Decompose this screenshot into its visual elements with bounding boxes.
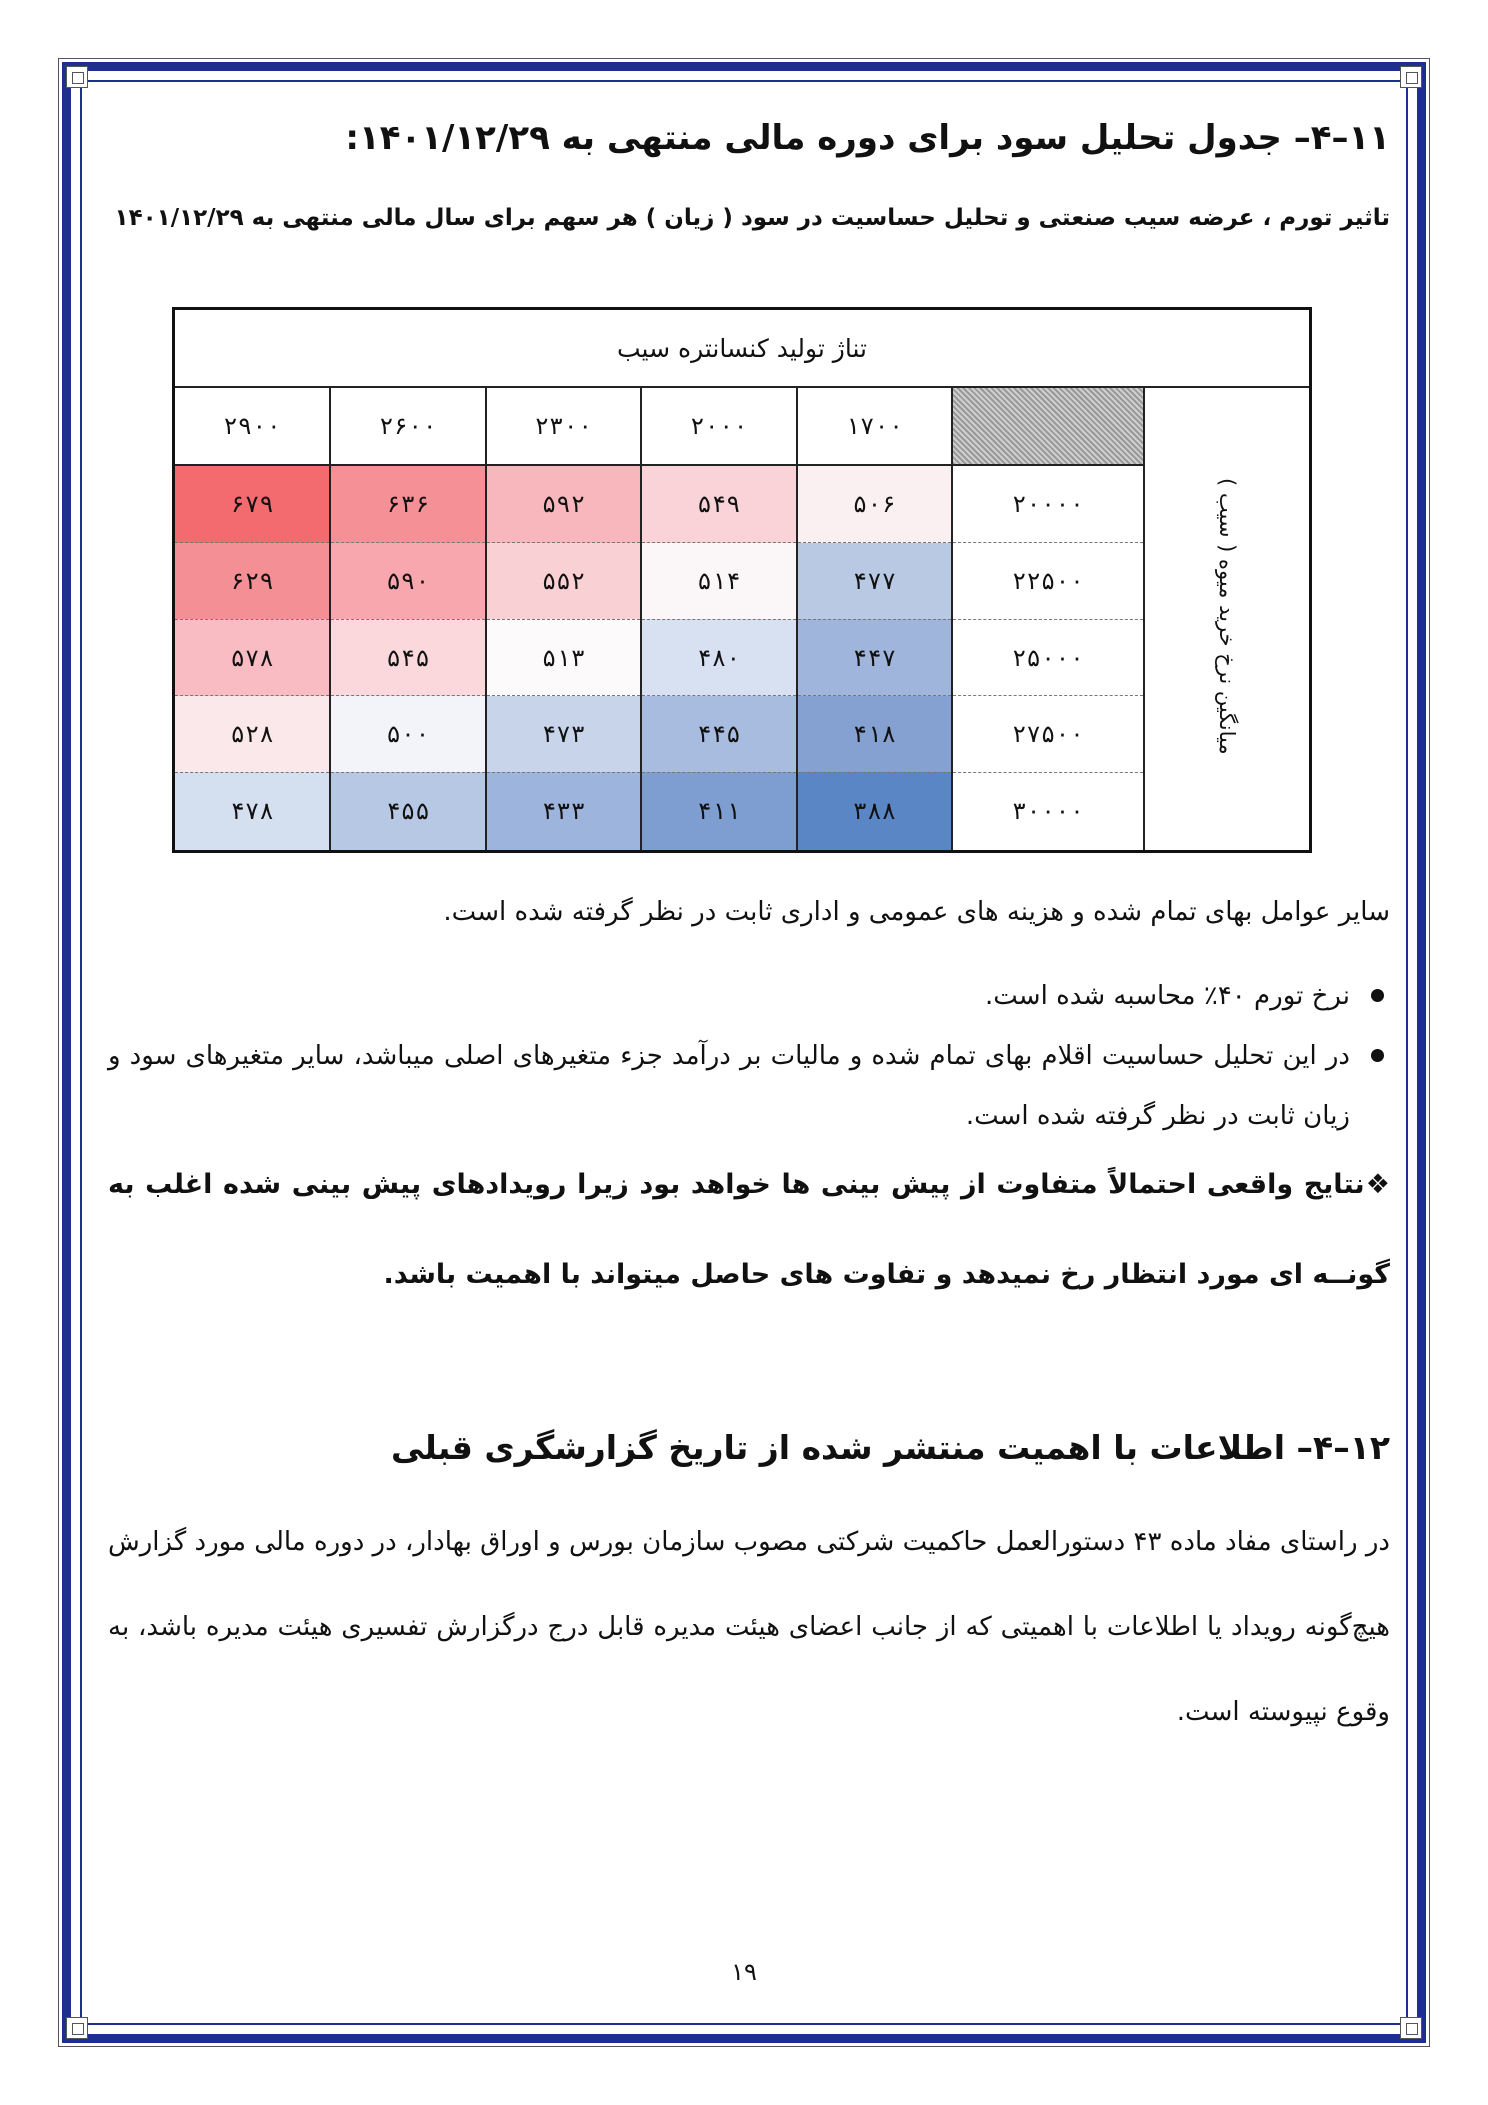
column-header: ۲۹۰۰ [174, 387, 331, 465]
assumptions-list [108, 966, 1390, 1146]
table-row [174, 465, 1311, 543]
bullet-icon [1371, 1049, 1384, 1062]
table-cell: ۵۹۲ [486, 465, 641, 543]
table-cell: ۴۳۳ [486, 772, 641, 851]
table-cell: ۶۲۹ [174, 543, 331, 620]
row-header: ۲۷۵۰۰ [952, 696, 1144, 773]
row-axis-label: میانگین نرخ خرید میوه ( سیب ) [1144, 387, 1311, 852]
corner-ornament [1400, 2017, 1422, 2039]
table-cell: ۴۷۳ [486, 696, 641, 773]
table-cell: ۵۱۳ [486, 619, 641, 696]
table-cell: ۴۵۵ [330, 772, 485, 851]
table-header-row [174, 387, 1311, 465]
section2-heading: ۱۲–۴– اطلاعات با اهمیت منتشر شده از تاریخ گزارشگری قبلی [390, 1428, 1390, 1467]
list-item: در این تحلیل حساسیت اقلام بهای تمام شده و مالیات بر درآمد جزء متغیرهای اصلی میباشد، سایر متغیرهای سود و زیان ثابت در نظر گرفته شده است. [108, 1026, 1390, 1146]
table-row [174, 696, 1311, 773]
corner-ornament [66, 2017, 88, 2039]
column-header: ۱۷۰۰ [797, 387, 952, 465]
table-cell: ۵۱۴ [641, 543, 796, 620]
table-cell: ۳۸۸ [797, 772, 952, 851]
table-cell: ۵۰۰ [330, 696, 485, 773]
table-cell: ۵۰۶ [797, 465, 952, 543]
table-cell: ۶۳۶ [330, 465, 485, 543]
column-header: ۲۳۰۰ [486, 387, 641, 465]
table-row [174, 619, 1311, 696]
sensitivity-table [172, 307, 1312, 853]
corner-cell [952, 387, 1144, 465]
table-cell: ۴۷۷ [797, 543, 952, 620]
table-cell: ۴۱۸ [797, 696, 952, 773]
table-cell: ۴۱۱ [641, 772, 796, 851]
table-cell: ۵۴۵ [330, 619, 485, 696]
fixed-costs-note: سایر عوامل بهای تمام شده و هزینه های عمومی و اداری ثابت در نظر گرفته شده است. [443, 897, 1390, 927]
row-header: ۲۰۰۰۰ [952, 465, 1144, 543]
section-heading: ۱۱–۴– جدول تحلیل سود برای دوره مالی منتهی به ۱۴۰۱/۱۲/۲۹: [345, 118, 1390, 158]
table-cell: ۴۸۰ [641, 619, 796, 696]
table-cell: ۵۲۸ [174, 696, 331, 773]
section2-text: در راستای مفاد ماده ۴۳ دستورالعمل حاکمیت شرکتی مصوب سازمان بورس و اوراق بهادار، در دوره مالی مورد گزارش هیچ‌گونه رویداد یا اطلاعات با اهمیتی که از جانب اعضای هیئت مدیره قابل درج درگزارش تفسیری هیئت مدیره باشد، به وقوع نپیوسته است. [108, 1527, 1390, 1727]
table-cell: ۵۵۲ [486, 543, 641, 620]
table-row [174, 772, 1311, 851]
corner-ornament [66, 66, 88, 88]
forecast-disclaimer: ❖نتایج واقعی احتمالاً متفاوت از پیش بینی ها خواهد بود زیرا رویدادهای پیش بینی شده اغلب به گونــه ای مورد انتظار رخ نمیدهد و تفاوت های حاصل میتواند با اهمیت باشد. [108, 1169, 1390, 1290]
corner-ornament [1400, 66, 1422, 88]
table-cell: ۶۷۹ [174, 465, 331, 543]
table-cell: ۵۹۰ [330, 543, 485, 620]
column-header: ۲۰۰۰ [641, 387, 796, 465]
table-cell: ۵۴۹ [641, 465, 796, 543]
table-cell: ۴۴۷ [797, 619, 952, 696]
row-header: ۳۰۰۰۰ [952, 772, 1144, 851]
row-header: ۲۲۵۰۰ [952, 543, 1144, 620]
bullet-icon [1371, 989, 1384, 1002]
table-cell: ۴۴۵ [641, 696, 796, 773]
list-item: نرخ تورم ۴۰٪ محاسبه شده است. [108, 966, 1390, 1026]
table-title: تناژ تولید کنسانتره سیب [174, 309, 1311, 388]
table-cell: ۴۷۸ [174, 772, 331, 851]
section-subheading: تاثیر تورم ، عرضه سیب صنعتی و تحلیل حساسیت در سود ( زیان ) هر سهم برای سال مالی منتهی به ۱۴۰۱/۱۲/۲۹ [114, 205, 1390, 231]
table-row [174, 543, 1311, 620]
column-header: ۲۶۰۰ [330, 387, 485, 465]
row-header: ۲۵۰۰۰ [952, 619, 1144, 696]
page-number: ۱۹ [731, 1958, 757, 1986]
table-cell: ۵۷۸ [174, 619, 331, 696]
